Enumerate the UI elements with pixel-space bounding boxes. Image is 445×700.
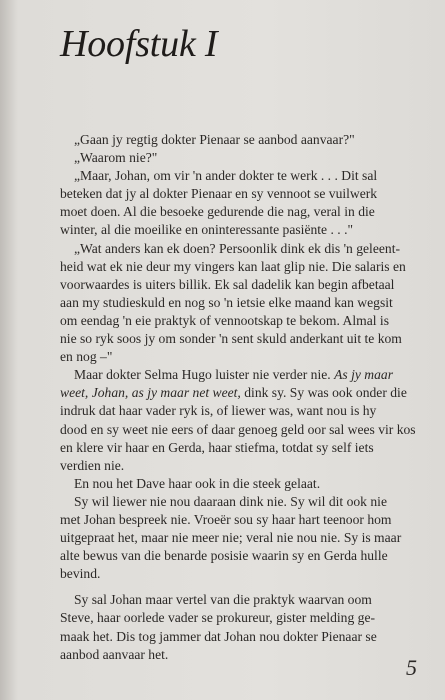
text-line: moet doen. Al die besoeke gedurende die nag, veral in die bbox=[60, 204, 375, 220]
text-line: Steve, haar oorlede vader se prokureur, gister melding ge- bbox=[60, 610, 376, 626]
text-line: met Johan bespreek nie. Vroeër sou sy haar hart teenoor hom bbox=[60, 511, 392, 527]
text-segment: dink sy. Sy was ook onder die bbox=[240, 385, 407, 401]
text-line: beteken dat jy al dokter Pienaar en sy vennoot se vuilwerk bbox=[60, 186, 378, 202]
text-line: aanbod aanvaar het. bbox=[60, 646, 169, 662]
text-line: alte bewus van die benarde posisie waarin sy en Gerda hulle bbox=[60, 548, 388, 564]
chapter-body bbox=[60, 131, 430, 664]
text-line: uitgepraat het, maar nie meer nie; veral nie nou nie. Sy is maar bbox=[60, 530, 402, 546]
chapter-title: Hoofstuk I bbox=[60, 23, 218, 65]
text-line: heid wat ek nie deur my vingers kan laat glip nie. Die salaris en bbox=[60, 258, 406, 274]
page-number: 5 bbox=[406, 655, 417, 680]
text-line: Sy wil liewer nie nou daaraan dink nie. Sy wil dit ook nie bbox=[74, 493, 387, 509]
italic-thought: As jy maar bbox=[334, 367, 393, 383]
text-line: „Waarom nie?" bbox=[74, 150, 158, 166]
text-line: dood en sy weet nie eers of daar genoeg geld oor sal wees vir kos bbox=[60, 421, 416, 437]
italic-thought: weet, Johan, as jy maar net weet, bbox=[60, 385, 241, 401]
text-line: verdien nie. bbox=[60, 457, 125, 473]
text-line: bevind. bbox=[60, 566, 101, 582]
text-line: aan my studieskuld en nog so 'n ietsie elke maand kan wegsit bbox=[60, 294, 393, 310]
text-line bbox=[60, 384, 430, 402]
text-line: Sy sal Johan maar vertel van die praktyk waarvan oom bbox=[74, 592, 372, 608]
text-line: „Gaan jy regtig dokter Pienaar se aanbod aanvaar?" bbox=[74, 132, 355, 147]
text-line: En nou het Dave haar ook in die steek gelaat. bbox=[74, 475, 321, 491]
text-line: voorwaardes is uiters billik. Ek sal dadelik kan begin afbetaal bbox=[60, 276, 395, 292]
text-line: indruk dat haar vader ryk is, of liewer was, want nou is hy bbox=[60, 403, 377, 419]
text-line: nie so ryk soos jy om sonder 'n sent skuld anderkant uit te kom bbox=[60, 331, 402, 347]
text-line bbox=[60, 366, 430, 384]
text-line: om eendag 'n eie praktyk of vennootskap te bekom. Almal is bbox=[60, 312, 389, 328]
text-line: en klere vir haar en Gerda, haar stiefma, totdat sy self iets bbox=[60, 439, 374, 455]
paragraph-gap bbox=[60, 583, 430, 591]
text-segment: Maar dokter Selma Hugo luister nie verder nie. bbox=[74, 367, 335, 383]
text-line: en nog –" bbox=[60, 349, 113, 365]
text-line: maak het. Dis tog jammer dat Johan nou dokter Pienaar se bbox=[60, 628, 377, 644]
text-line: „Wat anders kan ek doen? Persoonlik dink ek dis 'n geleent- bbox=[74, 240, 400, 256]
text-line: „Maar, Johan, om vir 'n ander dokter te werk . . . Dit sal bbox=[74, 168, 378, 184]
text-line: winter, al die moeilike en oninteressante pasiënte . . ." bbox=[60, 222, 354, 238]
